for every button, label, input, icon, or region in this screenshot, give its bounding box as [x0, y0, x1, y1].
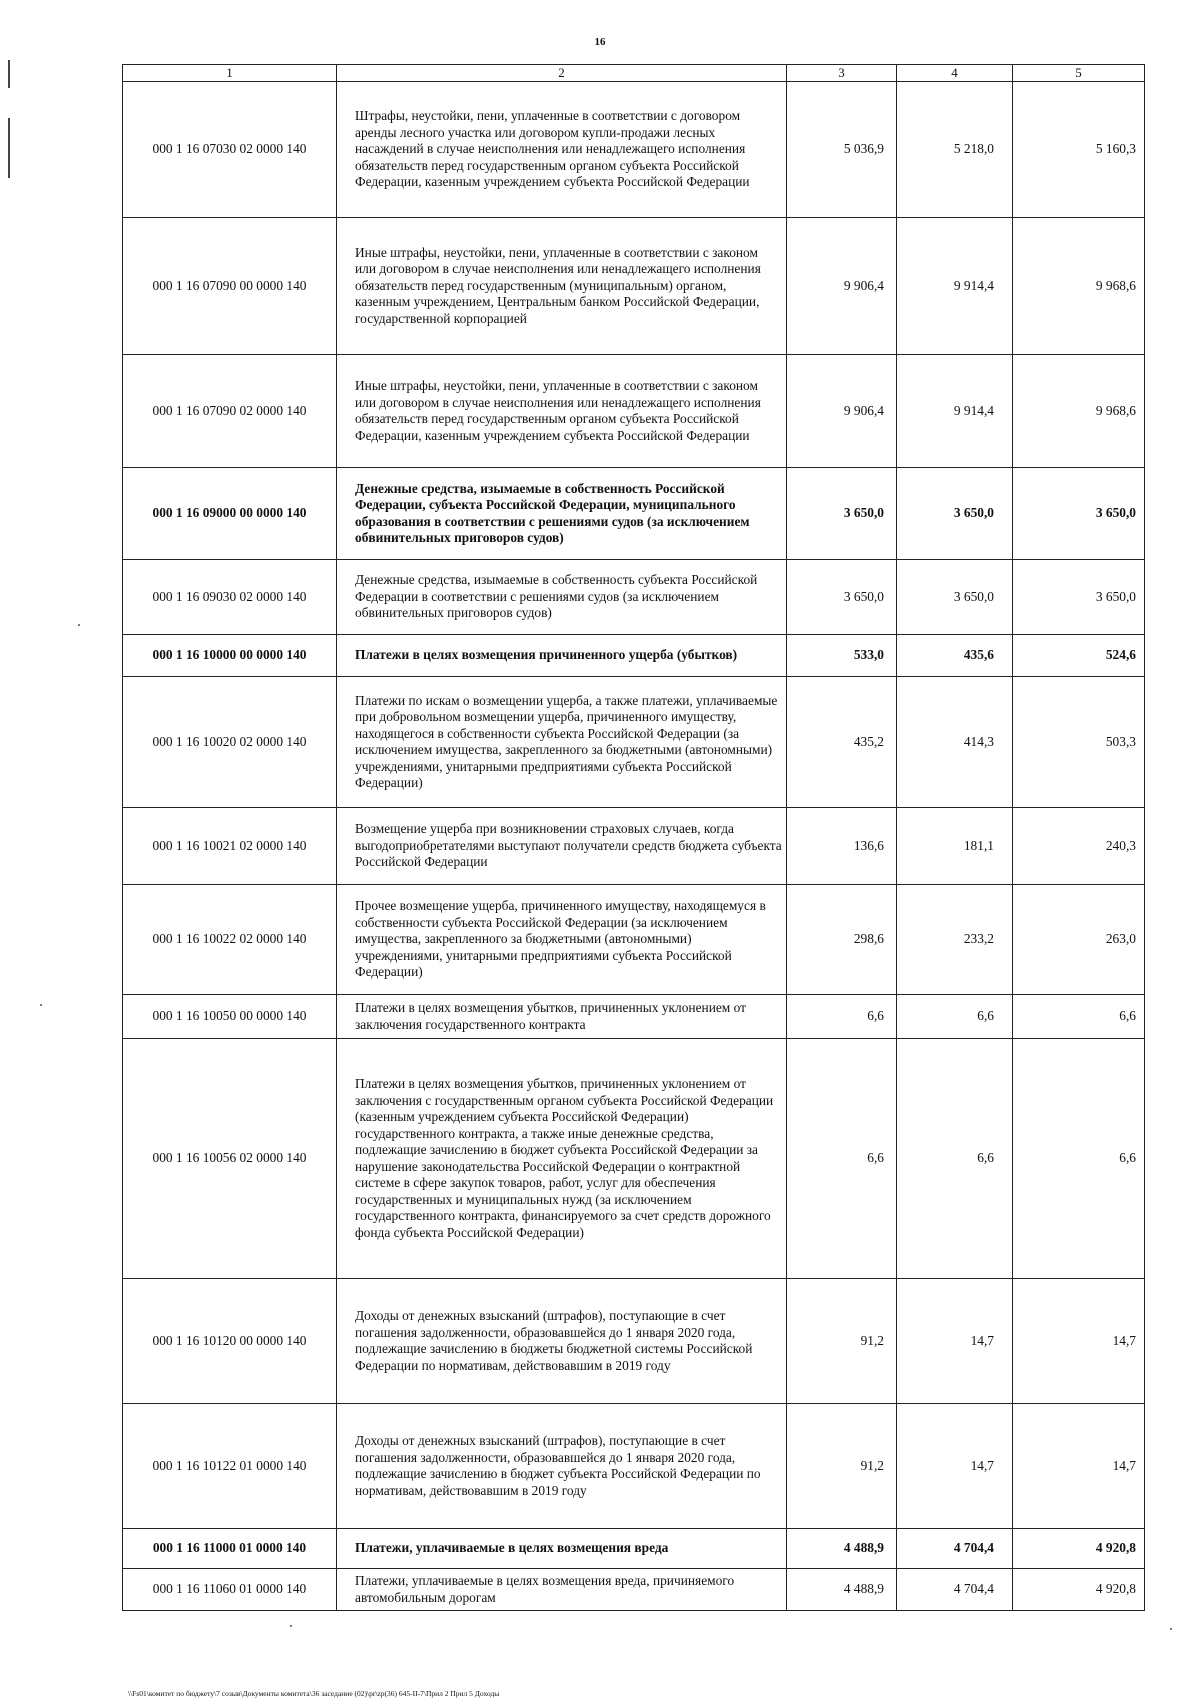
- table-row: [123, 82, 1145, 218]
- row-value-col3: 9 906,4: [787, 218, 897, 355]
- row-description: Платежи в целях возмещения убытков, причиненных уклонением от заключения государственного контракта: [337, 995, 787, 1039]
- row-value-col5: 4 920,8: [1013, 1529, 1145, 1569]
- row-code: 000 1 16 07090 02 0000 140: [123, 355, 337, 468]
- row-description: Доходы от денежных взысканий (штрафов), поступающие в счет погашения задолженности, образовавшейся до 1 января 2020 года, подлежащие зачислению в бюджет субъекта Российской Федерации по нормативам, действовавшим в 2019 году: [337, 1404, 787, 1529]
- table-row: [123, 635, 1145, 677]
- row-code: 000 1 16 10056 02 0000 140: [123, 1039, 337, 1279]
- scan-margin-mark: [8, 60, 10, 88]
- scan-margin-mark: [8, 118, 10, 178]
- row-value-col3: 136,6: [787, 808, 897, 885]
- row-value-col4: 6,6: [897, 1039, 1013, 1279]
- row-value-col5: 524,6: [1013, 635, 1145, 677]
- row-value-col3: 435,2: [787, 677, 897, 808]
- row-description: Иные штрафы, неустойки, пени, уплаченные в соответствии с законом или договором в случае неисполнения или ненадлежащего исполнения обязательств перед государственным органом субъекта Российской Федерации, казенным учреждением субъекта Российской Федерации: [337, 355, 787, 468]
- table-row: [123, 1529, 1145, 1569]
- row-value-col3: 9 906,4: [787, 355, 897, 468]
- row-description: Платежи, уплачиваемые в целях возмещения вреда: [337, 1529, 787, 1569]
- row-description: Штрафы, неустойки, пени, уплаченные в соответствии с договором аренды лесного участка или договором купли-продажи лесных насаждений в случае неисполнения или ненадлежащего исполнения обязательств перед государственным органом субъекта Российской Федерации, казенным учреждением субъекта Российской Федерации: [337, 82, 787, 218]
- table-row: [123, 1279, 1145, 1404]
- row-code: 000 1 16 10120 00 0000 140: [123, 1279, 337, 1404]
- row-value-col5: 3 650,0: [1013, 560, 1145, 635]
- scan-speck: [78, 624, 80, 626]
- row-description: Доходы от денежных взысканий (штрафов), поступающие в счет погашения задолженности, образовавшейся до 1 января 2020 года, подлежащие зачислению в бюджеты бюджетной системы Российской Федерации по нормативам, действовавшим в 2019 году: [337, 1279, 787, 1404]
- row-value-col4: 414,3: [897, 677, 1013, 808]
- row-value-col4: 3 650,0: [897, 560, 1013, 635]
- row-description: Платежи в целях возмещения причиненного ущерба (убытков): [337, 635, 787, 677]
- row-value-col3: 4 488,9: [787, 1529, 897, 1569]
- table-row: [123, 560, 1145, 635]
- row-value-col3: 3 650,0: [787, 468, 897, 560]
- row-code: 000 1 16 10000 00 0000 140: [123, 635, 337, 677]
- row-value-col5: 263,0: [1013, 885, 1145, 995]
- row-value-col3: 91,2: [787, 1279, 897, 1404]
- row-value-col3: 6,6: [787, 1039, 897, 1279]
- row-description: Прочее возмещение ущерба, причиненного имуществу, находящемуся в собственности субъекта Российской Федерации (за исключением имущества, закрепленного за бюджетными (автономными) учреждениями, унитарными предприятиями субъекта Российской Федерации): [337, 885, 787, 995]
- table-row: [123, 677, 1145, 808]
- row-code: 000 1 16 10021 02 0000 140: [123, 808, 337, 885]
- row-value-col4: 4 704,4: [897, 1569, 1013, 1611]
- page-number: 16: [594, 36, 606, 48]
- row-code: 000 1 16 10022 02 0000 140: [123, 885, 337, 995]
- row-value-col5: 240,3: [1013, 808, 1145, 885]
- row-value-col4: 435,6: [897, 635, 1013, 677]
- row-code: 000 1 16 09000 00 0000 140: [123, 468, 337, 560]
- row-value-col4: 6,6: [897, 995, 1013, 1039]
- row-value-col5: 14,7: [1013, 1404, 1145, 1529]
- row-value-col3: 298,6: [787, 885, 897, 995]
- table-row: [123, 995, 1145, 1039]
- row-code: 000 1 16 10050 00 0000 140: [123, 995, 337, 1039]
- table-row: [123, 1569, 1145, 1611]
- budget-revenue-table: [122, 64, 1145, 1611]
- row-value-col5: 9 968,6: [1013, 355, 1145, 468]
- row-value-col5: 4 920,8: [1013, 1569, 1145, 1611]
- row-value-col4: 181,1: [897, 808, 1013, 885]
- row-value-col3: 5 036,9: [787, 82, 897, 218]
- column-header-2: 2: [337, 65, 787, 82]
- row-value-col4: 4 704,4: [897, 1529, 1013, 1569]
- column-header-1: 1: [123, 65, 337, 82]
- row-value-col4: 9 914,4: [897, 355, 1013, 468]
- row-code: 000 1 16 11060 01 0000 140: [123, 1569, 337, 1611]
- row-value-col3: 3 650,0: [787, 560, 897, 635]
- table-row: [123, 218, 1145, 355]
- row-description: Возмещение ущерба при возникновении страховых случаев, когда выгодоприобретателями выступают получатели средств бюджета субъекта Российской Федерации: [337, 808, 787, 885]
- row-value-col3: 6,6: [787, 995, 897, 1039]
- row-value-col3: 533,0: [787, 635, 897, 677]
- row-code: 000 1 16 10020 02 0000 140: [123, 677, 337, 808]
- column-header-3: 3: [787, 65, 897, 82]
- row-value-col4: 233,2: [897, 885, 1013, 995]
- table-header-row: [123, 65, 1145, 82]
- column-header-5: 5: [1013, 65, 1145, 82]
- row-description: Денежные средства, изымаемые в собственность субъекта Российской Федерации в соответствии с решениями судов (за исключением обвинительных приговоров судов): [337, 560, 787, 635]
- row-value-col5: 503,3: [1013, 677, 1145, 808]
- row-value-col5: 6,6: [1013, 995, 1145, 1039]
- column-header-4: 4: [897, 65, 1013, 82]
- row-value-col4: 9 914,4: [897, 218, 1013, 355]
- row-code: 000 1 16 11000 01 0000 140: [123, 1529, 337, 1569]
- table-row: [123, 468, 1145, 560]
- footer-file-path: \\Fs01\комитет по бюджету\7 созыв\Документы комитета\36 заседание (02)\pr\zp(36) 645-II-7\Прил 2 Прил 5 Доходы: [128, 1689, 500, 1698]
- row-code: 000 1 16 07030 02 0000 140: [123, 82, 337, 218]
- row-code: 000 1 16 07090 00 0000 140: [123, 218, 337, 355]
- table-row: [123, 808, 1145, 885]
- row-code: 000 1 16 10122 01 0000 140: [123, 1404, 337, 1529]
- row-value-col3: 91,2: [787, 1404, 897, 1529]
- row-description: Платежи по искам о возмещении ущерба, а также платежи, уплачиваемые при добровольном возмещении ущерба, причиненного имуществу, находящегося в собственности субъекта Российской Федерации (за исключением имущества, закрепленного за бюджетными (автономными) учреждениями, унитарными предприятиями субъекта Российской Федерации): [337, 677, 787, 808]
- row-value-col5: 9 968,6: [1013, 218, 1145, 355]
- row-value-col5: 3 650,0: [1013, 468, 1145, 560]
- row-value-col4: 14,7: [897, 1279, 1013, 1404]
- row-code: 000 1 16 09030 02 0000 140: [123, 560, 337, 635]
- row-value-col5: 14,7: [1013, 1279, 1145, 1404]
- table-row: [123, 1404, 1145, 1529]
- row-description: Денежные средства, изымаемые в собственность Российской Федерации, субъекта Российской Федерации, муниципального образования в соответствии с решениями судов (за исключением обвинительных приговоров судов): [337, 468, 787, 560]
- scan-speck: [40, 1004, 42, 1006]
- row-value-col4: 5 218,0: [897, 82, 1013, 218]
- row-description: Платежи в целях возмещения убытков, причиненных уклонением от заключения с государственным органом субъекта Российской Федерации (казенным учреждением субъекта Российской Федерации) государственного контракта, а также иные денежные средства, подлежащие зачислению в бюджет субъекта Российской Федерации за нарушение законодательства Российской Федерации о контрактной системе в сфере закупок товаров, работ, услуг для обеспечения государственных и муниципальных нужд (за исключением государственного контракта, финансируемого за счет средств дорожного фонда субъекта Российской Федерации): [337, 1039, 787, 1279]
- row-description: Иные штрафы, неустойки, пени, уплаченные в соответствии с законом или договором в случае неисполнения или ненадлежащего исполнения обязательств перед государственным (муниципальным) органом, казенным учреждением, Центральным банком Российской Федерации, государственной корпорацией: [337, 218, 787, 355]
- row-value-col3: 4 488,9: [787, 1569, 897, 1611]
- row-value-col5: 5 160,3: [1013, 82, 1145, 218]
- scan-speck: [290, 1625, 292, 1627]
- row-value-col5: 6,6: [1013, 1039, 1145, 1279]
- table-row: [123, 1039, 1145, 1279]
- table-row: [123, 885, 1145, 995]
- scan-speck: [1170, 1628, 1172, 1630]
- table-row: [123, 355, 1145, 468]
- row-value-col4: 3 650,0: [897, 468, 1013, 560]
- row-description: Платежи, уплачиваемые в целях возмещения вреда, причиняемого автомобильным дорогам: [337, 1569, 787, 1611]
- row-value-col4: 14,7: [897, 1404, 1013, 1529]
